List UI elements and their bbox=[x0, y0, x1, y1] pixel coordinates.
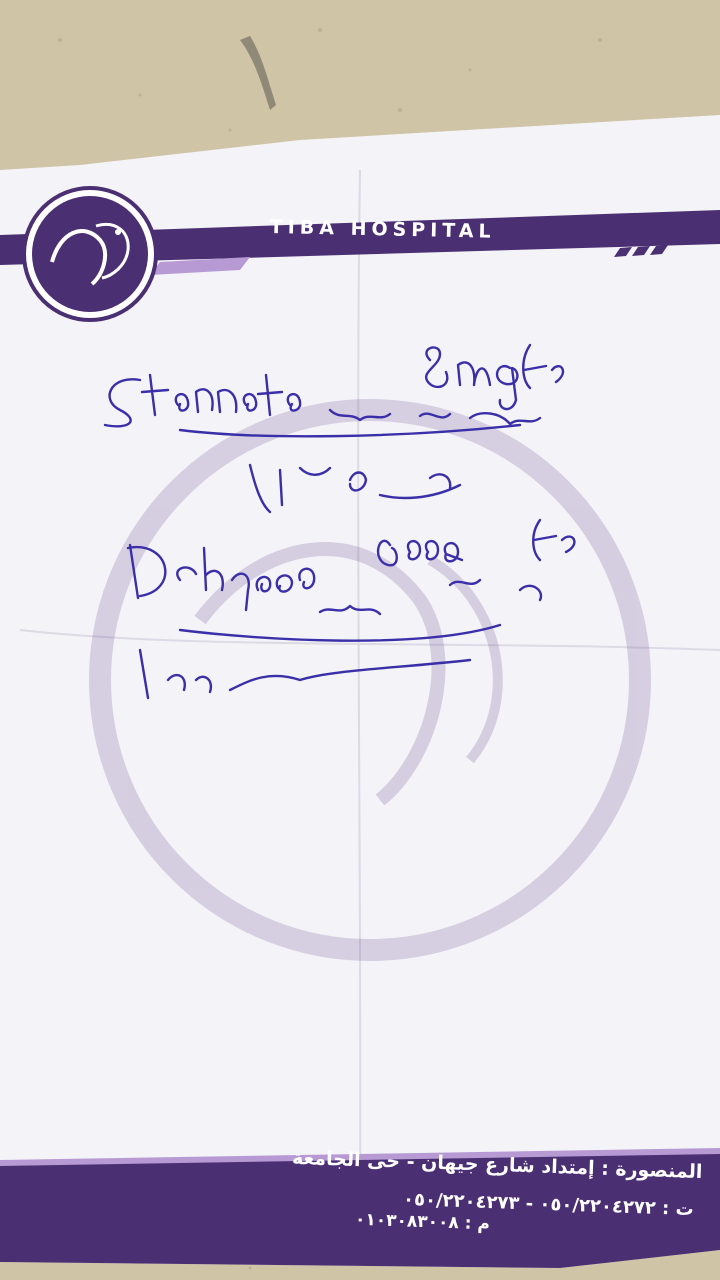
hospital-logo-icon bbox=[24, 188, 156, 320]
hospital-name: TIBA HOSPITAL bbox=[269, 216, 496, 243]
footer-address: المنصورة : إمتداد شارع جيهان - حى الجامعة bbox=[291, 1146, 703, 1184]
footer-phones: ت : ٠٥٠/٢٢٠٤٢٧٢ - ٠٥٠/٢٢٠٤٢٧٣ bbox=[403, 1188, 695, 1221]
footer-mobile: م : ٠١٠٣٠٨٣٠٠٨ bbox=[354, 1209, 491, 1235]
